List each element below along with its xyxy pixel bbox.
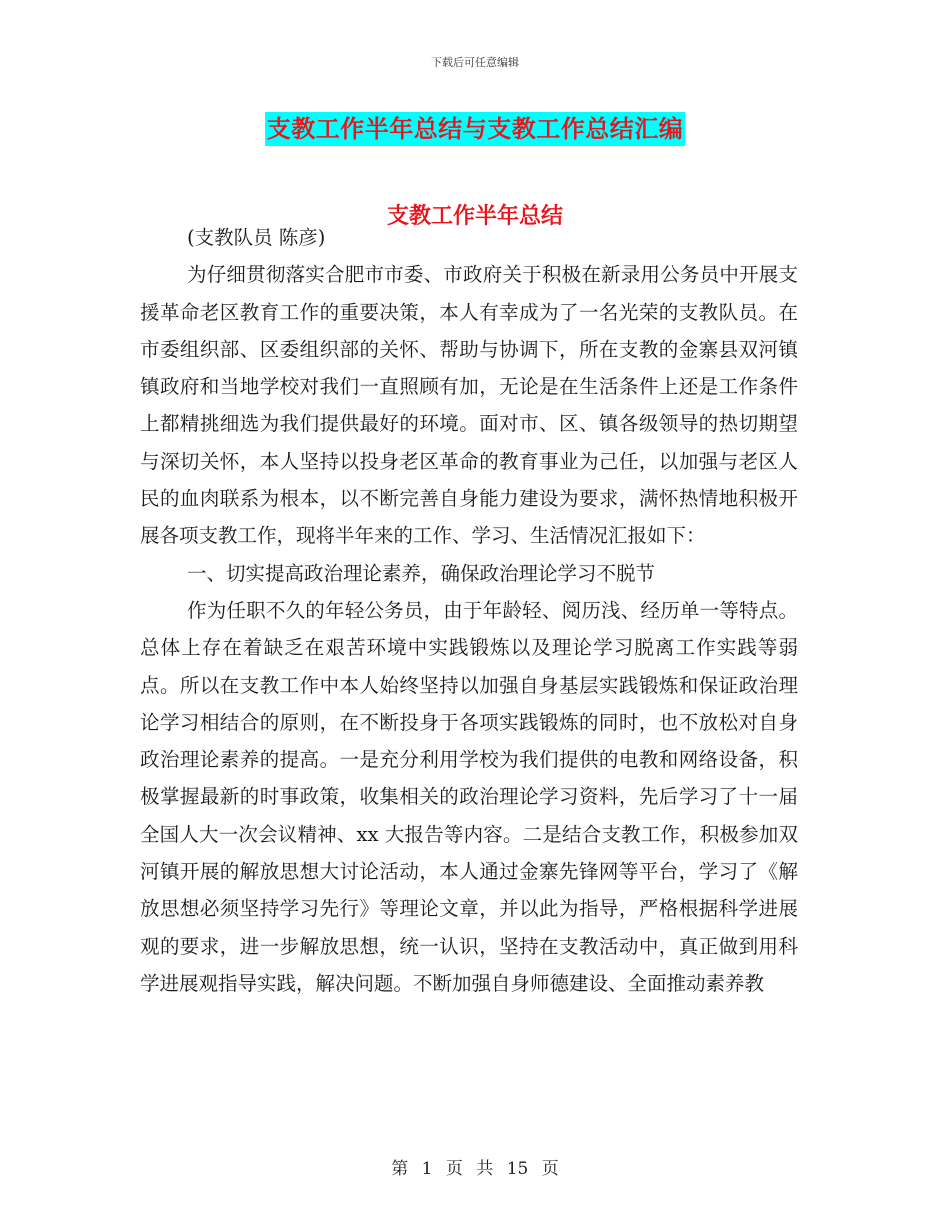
main-title-text: 支教工作半年总结与支教工作总结汇编 — [265, 112, 686, 146]
header-note: 下载后可任意编辑 — [431, 56, 519, 69]
sub-title: 支教工作半年总结 — [386, 203, 563, 229]
paragraph-intro: 为仔细贯彻落实合肥市市委、市政府关于积极在新录用公务员中开展支援革命老区教育工作的重要决策，本人有幸成为了一名光荣的支教队员。在市委组织部、区委组织部的关怀、帮助与协调下，所在支教的金寨县双河镇镇政府和当地学校对我们一直照顾有加，无论是在生活条件上还是工作条件上都精挑细选为我们提供最好的环境。面对市、区、镇各级领导的热切期望与深切关怀，本人坚持以投身老区革命的教育事业为己任，以加强与老区人民的血肉联系为根本，以不断完善自身能力建设为要求，满怀热情地积极开展各项支教工作，现将半年来的工作、学习、生活情况汇报如下： — [140, 263, 798, 548]
main-title — [0, 112, 950, 146]
author-line: (支教队员 陈彦) — [187, 226, 326, 249]
section-heading-1: 一、切实提高政治理论素养，确保政治理论学习不脱节 — [187, 561, 656, 585]
paragraph-section-1: 作为任职不久的年轻公务员，由于年龄轻、阅历浅、经历单一等特点。总体上存在着缺乏在艰苦环境中实践锻炼以及理论学习脱离工作实践等弱点。所以在支教工作中本人始终坚持以加强自身基层实践锻炼和保证政治理论学习相结合的原则，在不断投身于各项实践锻炼的同时，也不放松对自身政治理论素养的提高。一是充分利用学校为我们提供的电教和网络设备，积极掌握最新的时事政策，收集相关的政治理论学习资料，先后学习了十一届全国人大一次会议精神、xx 大报告等内容。二是结合支教工作，积极参加双河镇开展的解放思想大讨论活动，本人通过金寨先锋网等平台，学习了《解放思想必须坚持学习先行》等理论文章，并以此为指导，严格根据科学进展观的要求，进一步解放思想，统一认识，坚持在支教活动中，真正做到用科学进展观指导实践，解决问题。不断加强自身师德建设、全面推动素养教 — [140, 598, 798, 995]
page-footer: 第 1 页 共 15 页 — [391, 1159, 559, 1179]
document-body — [140, 219, 798, 1002]
